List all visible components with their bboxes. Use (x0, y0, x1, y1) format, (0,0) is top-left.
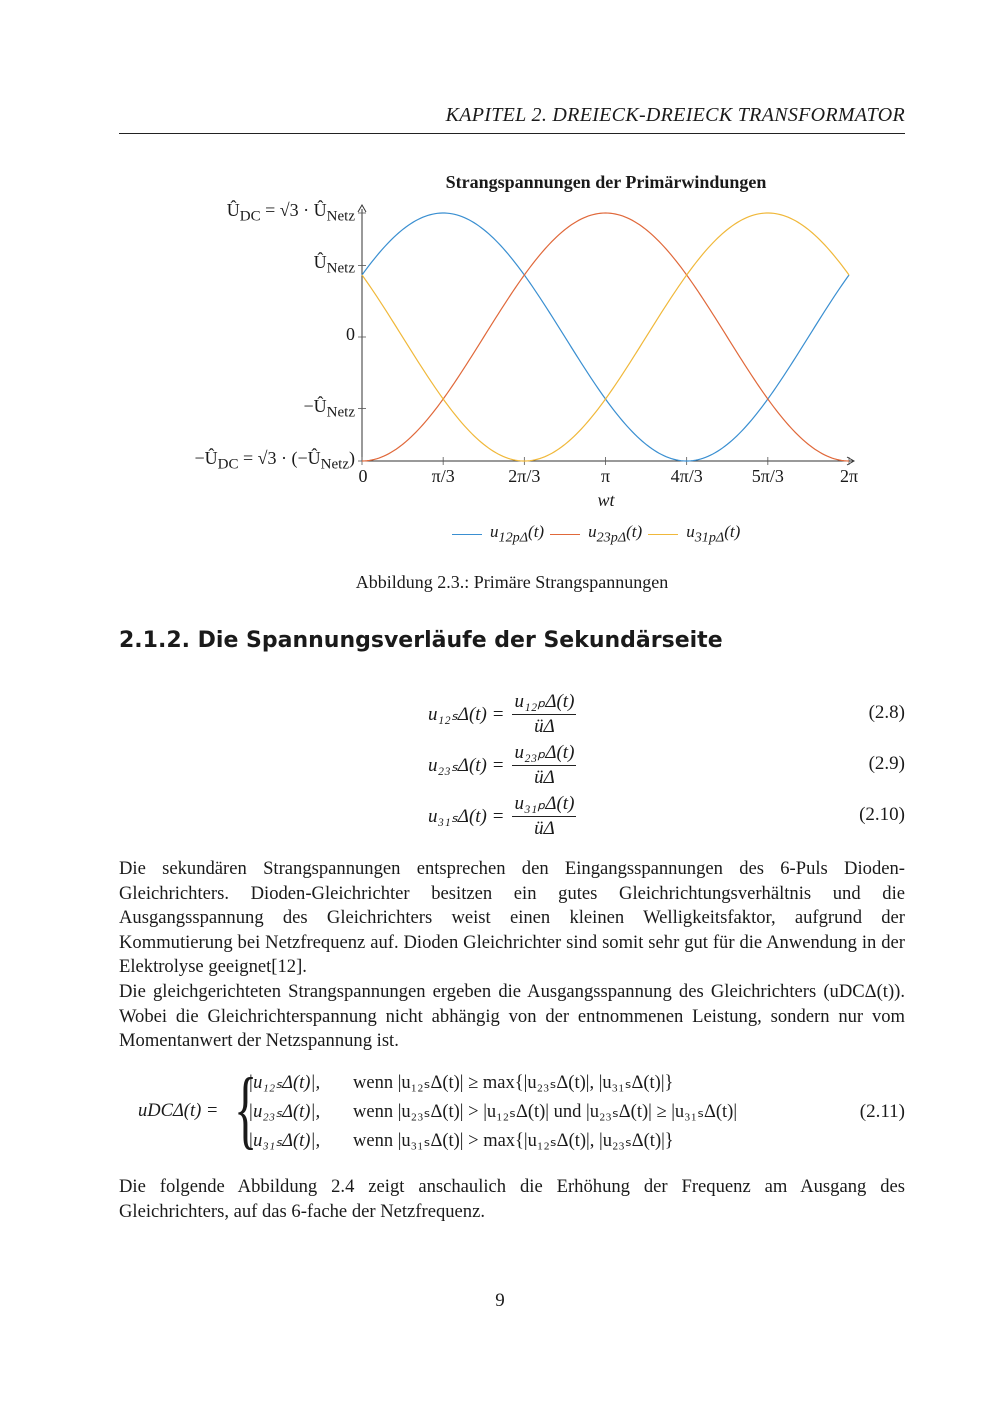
equation-denominator: üΔ (534, 767, 555, 788)
legend-label-u31p: $u_{31p\Delta}(t)$ (686, 522, 741, 546)
y-tick-label: 0 (346, 324, 355, 344)
x-tick-label: 5π/3 (751, 466, 784, 486)
y-tick-label: $Û_{DC} = √3$ · $Û_{Netz}$ (226, 200, 355, 225)
equation-numerator: u₃₁ₚΔ(t) (512, 792, 576, 817)
equation-number: (2.9) (868, 753, 905, 774)
equation-denominator: üΔ (534, 716, 555, 737)
x-axis-title: wt (597, 490, 615, 510)
equation-numerator: u₂₃ₚΔ(t) (512, 741, 576, 766)
running-header: KAPITEL 2. DREIECK-DREIECK TRANSFORMATOR (119, 104, 905, 134)
legend-label-u12p: $u_{12p\Delta}(t)$ (490, 522, 545, 546)
page-number: 9 (495, 1290, 505, 1311)
x-tick-label: π/3 (431, 466, 455, 486)
series-line-0 (362, 213, 849, 461)
section-heading: 2.1.2. Die Spannungsverläufe der Sekundärseite (119, 628, 723, 653)
equation-2-10 (428, 792, 576, 840)
y-tick-label: $-Û_{DC} = √3$ · $(-Û_{Netz})$ (194, 448, 355, 473)
x-tick-label: 0 (358, 466, 368, 486)
paragraph-2: Die gleichgerichteten Strangspannungen ergeben die Ausgangsspannung des Gleichrichters (uDCΔ(t)). Wobei die Gleichrichterspannung nicht abhängig von der entnommenen Leistung, sondern nur vom Momentanwert der Netzspannung ist. (119, 981, 905, 1052)
legend-swatch-u23p (550, 534, 580, 535)
legend-swatch-u31p (648, 534, 678, 535)
x-tick-label: π (600, 466, 611, 486)
x-tick-label: 2π (839, 466, 859, 486)
legend-swatch-u12p (452, 534, 482, 535)
y-tick-label: $Û_{Netz}$ (313, 252, 355, 277)
legend-label-u23p: $u_{23p\Delta}(t)$ (588, 522, 643, 546)
equation-lhs: u₁₂ₛΔ(t) = (428, 703, 505, 725)
equation-number: (2.11) (859, 1101, 905, 1122)
figure-caption: Abbildung 2.3.: Primäre Strangspannungen (355, 572, 669, 592)
equation-number: (2.8) (868, 702, 905, 723)
x-tick-label: 2π/3 (508, 466, 541, 486)
cases-row: |u₃₁ₛΔ(t)|, wenn |u₃₁ₛΔ(t)| > max{|u₁₂ₛΔ(t)|, |u₂₃ₛΔ(t)|} (248, 1131, 674, 1151)
cases-brace: { (234, 1061, 258, 1158)
series-line-2 (362, 213, 849, 461)
cases-lhs: uDCΔ(t) = (138, 1101, 219, 1121)
equation-denominator: üΔ (534, 818, 555, 839)
series-line-1 (362, 213, 849, 461)
equation-number: (2.10) (859, 804, 905, 825)
chart-legend (452, 522, 742, 546)
equation-2-8 (428, 690, 576, 738)
paragraph-1: Die sekundären Strangspannungen entsprechen den Eingangsspannungen des 6-Puls Dioden-Gleichrichters. Dioden-Gleichrichter besitzen ein gutes Gleichrichtungsverhältnis und die Ausgangsspannung des Gleichrichters weist einen kleinen Welligkeitsfaktor, aufgrund der Kommutierung bei Netzfrequenz auf. Dioden Gleichrichter sind somit sehr gut für die Anwendung in der Elektrolyse geeignet[12]. (119, 858, 905, 978)
chart-series (362, 213, 849, 461)
equation-lhs: u₂₃ₛΔ(t) = (428, 754, 505, 776)
y-tick-label: $-Û_{Netz}$ (303, 395, 355, 421)
chart-axes (358, 205, 854, 465)
chart-title: Strangspannungen der Primärwindungen (445, 172, 767, 192)
equation-lhs: u₃₁ₛΔ(t) = (428, 805, 505, 827)
cases-row: |u₁₂ₛΔ(t)|, wenn |u₁₂ₛΔ(t)| ≥ max{|u₂₃ₛΔ(t)|, |u₃₁ₛΔ(t)|} (248, 1073, 674, 1093)
x-tick-label: 4π/3 (670, 466, 703, 486)
cases-row: |u₂₃ₛΔ(t)|, wenn |u₂₃ₛΔ(t)| > |u₁₂ₛΔ(t)| und |u₂₃ₛΔ(t)| ≥ |u₃₁ₛΔ(t)| (248, 1102, 738, 1122)
equation-2-9 (428, 741, 576, 789)
equation-numerator: u₁₂ₚΔ(t) (512, 690, 576, 715)
paragraph-3: Die folgende Abbildung 2.4 zeigt anschaulich die Erhöhung der Frequenz am Ausgang des Gleichrichters, auf das 6-fache der Netzfrequenz. (119, 1176, 905, 1222)
